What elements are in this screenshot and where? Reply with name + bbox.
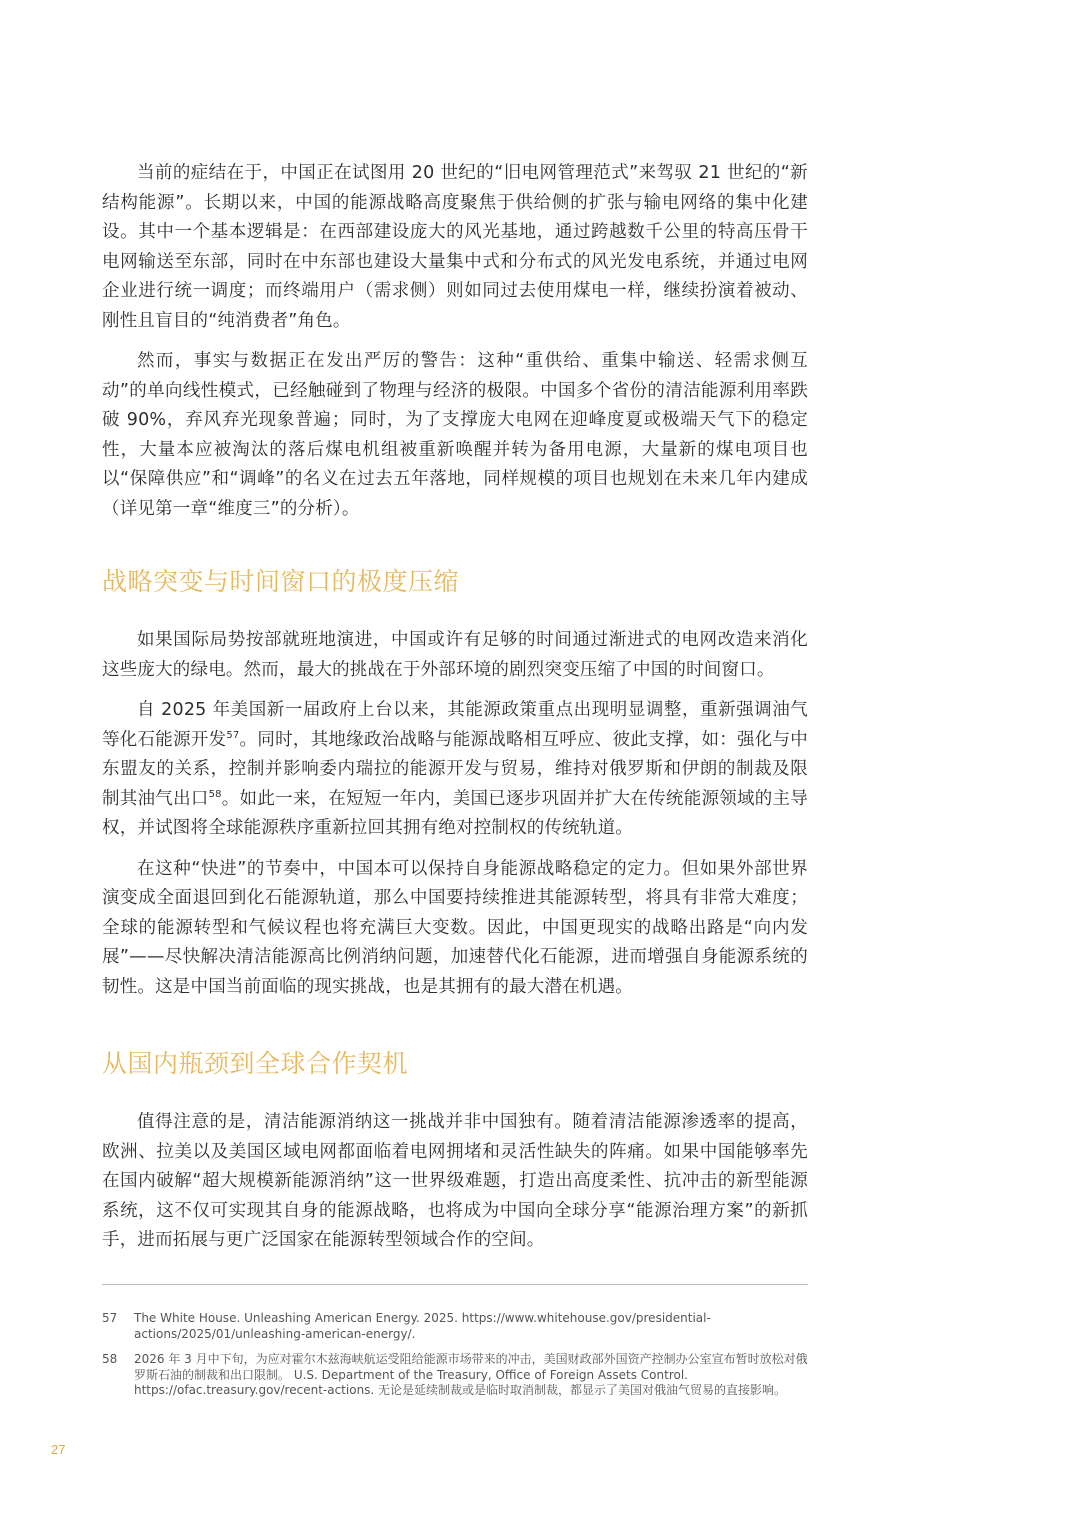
footnote-text: The White House. Unleashing American Energy. 2025. https://www.whitehouse.gov/presidential-actions/2025/01/unleashing-american-energy/. [134, 1311, 711, 1341]
body-paragraph: 值得注意的是，清洁能源消纳这一挑战并非中国独有。随着清洁能源渗透率的提高，欧洲、拉美以及美国区域电网都面临着电网拥堵和灵活性缺失的阵痛。如果中国能够率先在国内破解“超大规模新能源消纳”这一世界级难题，打造出高度柔性、抗冲击的新型能源系统，这不仅可实现其自身的能源战略，也将成为中国向全球分享“能源治理方案”的新抓手，进而拓展与更广泛国家在能源转型领域合作的空间。 [102, 1112, 808, 1250]
intro-block [102, 159, 808, 535]
body-paragraph: 如果国际局势按部就班地演进，中国或许有足够的时间通过渐进式的电网改造来消化这些庞大的绿电。然而，最大的挑战在于外部环境的剧烈突变压缩了中国的时间窗口。 [102, 630, 808, 680]
section-cooperation-body [102, 1108, 808, 1267]
paragraph-text: 。如此一来，在短短一年内，美国已逐步巩固并扩大在传统能源领域的主导权，并试图将全球能源秩序重新拉回其拥有绝对控制权的传统轨道。 [102, 788, 808, 838]
body-paragraph: 在这种“快进”的节奏中，中国本可以保持自身能源战略稳定的定力。但如果外部世界演变成全面退回到化石能源轨道，那么中国要持续推进其能源转型，将具有非常大难度；全球的能源转型和气候议程也将充满巨大变数。因此，中国更现实的战略出路是“向内发展”——尽快解决清洁能源高比例消纳问题，加速替代化石能源，进而增强自身能源系统的韧性。这是中国当前面临的现实挑战，也是其拥有的最大潜在机遇。 [102, 858, 808, 997]
footnote-ref-58[interactable]: 58 [208, 788, 222, 800]
footnote-divider [102, 1284, 808, 1285]
section-strategy-body [102, 626, 808, 1013]
footnote-number: 57 [102, 1311, 118, 1325]
section-heading: 战略突变与时间窗口的极度压缩 [102, 567, 460, 596]
body-paragraph: 当前的症结在于，中国正在试图用 20 世纪的“旧电网管理范式”来驾驭 21 世纪的“新结构能源”。长期以来，中国的能源战略高度聚焦于供给侧的扩张与输电网络的集中化建设。其中一个基本逻辑是：在西部建设庞大的风光基地，通过跨越数千公里的特高压骨干电网输送至东部，同时在中东部也建设大量集中式和分布式的风光发电系统，并通过电网企业进行统一调度；而终端用户（需求侧）则如同过去使用煤电一样，继续扮演着被动、刚性且盲目的“纯消费者”角色。 [102, 163, 808, 331]
page-number: 27 [51, 1442, 66, 1457]
paragraph-text: 自 2025 年美国新一届政府上台以来，其能源政策重点出现明显调整，重新强调油气等化石能源开发 [102, 700, 808, 750]
section-cooperation [102, 1047, 808, 1081]
body-paragraph-with-footnotes [102, 696, 808, 844]
paragraph-text: 。同时，其地缘政治战略与能源战略相互呼应、彼此支撑，如：强化与中东盟友的关系，控制并影响委内瑞拉的能源开发与贸易，维持对俄罗斯和伊朗的制裁及限制其油气出口 [102, 729, 808, 809]
section-heading: 从国内瓶颈到全球合作契机 [102, 1049, 409, 1078]
footnote-ref-57[interactable]: 57 [226, 729, 240, 741]
footnote-number: 58 [102, 1352, 118, 1366]
footnote-text: 2026 年 3 月中下旬，为应对霍尔木兹海峡航运受阻给能源市场带来的冲击，美国财政部外国资产控制办公室宣布暂时放松对俄罗斯石油的制裁和出口限制。 U.S. Department of the Treasury, Office of Foreign Assets Control. https://ofac.treasury.gov/recent-actions. 无论是延续制裁或是临时取消制裁，都显示了美国对俄油气贸易的直接影响。 [134, 1352, 808, 1397]
footnotes [102, 1311, 808, 1409]
body-paragraph: 然而，事实与数据正在发出严厉的警告：这种“重供给、重集中输送、轻需求侧互动”的单向线性模式，已经触碰到了物理与经济的极限。中国多个省份的清洁能源利用率跌破 90%，弃风弃光现象普遍；同时，为了支撑庞大电网在迎峰度夏或极端天气下的稳定性，大量本应被淘汰的落后煤电机组被重新唤醒并转为备用电源，大量新的煤电项目也以“保障供应”和“调峰”的名义在过去五年落地，同样规模的项目也规划在未来几年内建成（详见第一章“维度三”的分析）。 [102, 351, 808, 519]
footnote-57 [102, 1311, 808, 1342]
section-strategy [102, 565, 808, 599]
footnote-58 [102, 1352, 808, 1399]
